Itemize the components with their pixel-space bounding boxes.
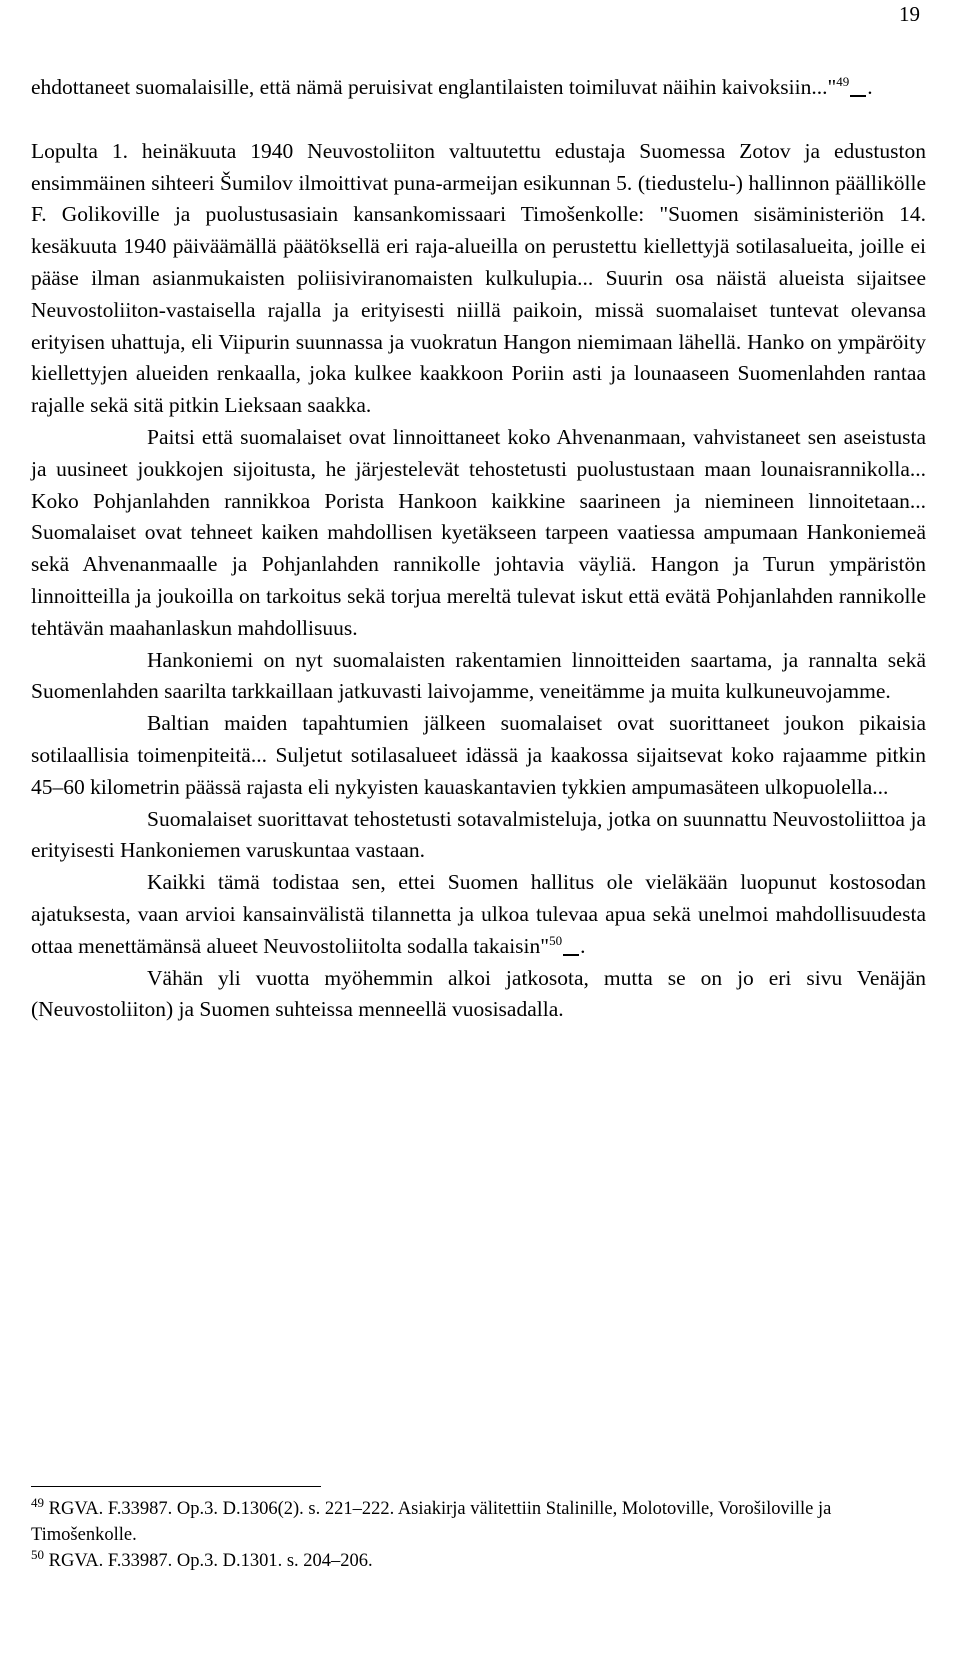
footnote-mark: 50: [31, 1546, 44, 1562]
footnotes: [31, 1496, 926, 1574]
footnote-text: RGVA. F.33987. Op.3. D.1301. s. 204–206.: [48, 1551, 373, 1571]
paragraph: [31, 136, 926, 422]
page-number: 19: [899, 2, 920, 26]
body-text: [31, 72, 926, 1026]
paragraph-tail: .: [580, 933, 586, 958]
paragraph-text: Suomalaiset suorittavat tehostetusti sotavalmisteluja, jotka on suunnattu Neuvostoliittoa ja erityisesti Hankoniemen varuskuntaa vastaan.: [31, 806, 926, 863]
footnote-underline: [563, 954, 579, 956]
paragraph: [31, 804, 926, 868]
paragraph-text: Kaikki tämä todistaa sen, ettei Suomen hallitus ole vieläkään luopunut kostosodan ajatuksesta, vaan arvioi kansainvälistä tilannetta ja ulkoa tulevaa apua sekä unelmoi mahdollisuudesta ottaa menettämänsä alueet Neuvostoliitolta sodalla takaisin": [31, 870, 926, 958]
paragraph-text: Baltian maiden tapahtumien jälkeen suomalaiset ovat suorittaneet joukon pikaisia sotilaallisia toimenpiteitä... Suljetut sotilasalueet idässä ja kaakossa sijaitsevat koko rajaamme pitkin 45–60 kilometrin päässä rajasta eli nykyisten kauaskantavien tykkien ampumasäteen ulkopuolella...: [31, 711, 926, 799]
paragraph: [31, 708, 926, 803]
paragraph-text: Hankoniemi on nyt suomalaisten rakentamien linnoitteiden saartama, ja rannalta sekä Suomenlahden saarilta tarkkaillaan jatkuvasti laivojamme, veneitämme ja muita kulkuneuvojamme.: [31, 647, 926, 704]
paragraph: [31, 645, 926, 709]
paragraph: [31, 422, 926, 645]
paragraph-tail: .: [867, 75, 873, 99]
paragraph: [31, 867, 926, 962]
paragraph: [31, 963, 926, 1027]
paragraph-text: Lopulta 1. heinäkuuta 1940 Neuvostoliiton valtuutettu edustaja Suomessa Zotov ja edustuston ensimmäinen sihteeri Šumilov ilmoittivat puna-armeijan esikunnan 5. (tiedustelu-) hallinnon päällikölle F. Golikoville ja puolustusasiain kansankomissaari Timošenkolle: "Suomen sisäministeriön 14. kesäkuuta 1940 päiväämällä päätöksellä eri raja-alueilla on perustettu kiellettyjä sotilasalueita, joille ei pääse ilman asianmukaisten poliisiviranomaisten kulkulupia... Suurin osa näistä alueista sijaitsee Neuvostoliiton-vastaisella rajalla ja erityisesti niillä paikoin, missä suomalaiset tuntevat olevansa erityisen uhattuja, eli Viipurin suunnassa ja vuokratun Hangon niemimaan lähellä. Hanko on ympäröity kiellettyjen alueiden renkaalla, joka kulkee kaakkoon Poriin asti ja lounaaseen Suomenlahden rantaa rajalle sekä sitä pitkin Lieksaan saakka.: [31, 138, 926, 418]
footnote-separator: [31, 1486, 321, 1487]
footnote-reference[interactable]: 49: [836, 73, 850, 89]
paragraph-text: Paitsi että suomalaiset ovat linnoittaneet koko Ahvenanmaan, vahvistaneet sen aseistusta ja uusineet joukkojen sijoitusta, he järjestelevät tehostetusti puolustustaan maan lounaisrannikolla... Koko Pohjanlahden rannikkoa Porista Hankoon kaikkine saarineen ja niemineen linnoitetaan... Suomalaiset ovat tehneet kaiken mahdollisen kyetäkseen tarpeen vaatiessa ampumaan Hankoniemeä sekä Ahvenanmaalle ja Pohjanlahden rannikolle johtavia väyliä. Hangon ja Turun ympäristön linnoitteilla ja joukoilla on tarkoitus sekä torjua mereltä tulevat iskut että evätä Pohjanlahden rannikolle tehtävän maahanlaskun mahdollisuus.: [31, 424, 926, 640]
footnote-mark: 49: [31, 1494, 44, 1510]
paragraph: [31, 72, 926, 104]
footnote: [31, 1548, 926, 1574]
footnote-reference[interactable]: 50: [549, 932, 563, 948]
footnote-underline: [850, 95, 866, 97]
footnote-text: RGVA. F.33987. Op.3. D.1306(2). s. 221–222. Asiakirja välitettiin Stalinille, Molotoville, Vorošiloville ja Timošenkolle.: [31, 1499, 832, 1545]
paragraph-text: ehdottaneet suomalaisille, että nämä peruisivat englantilaisten toimiluvat näihin kaivoksiin...": [31, 75, 837, 99]
footnote: [31, 1496, 926, 1548]
paragraph-text: Vähän yli vuotta myöhemmin alkoi jatkosota, mutta se on jo eri sivu Venäjän (Neuvostoliiton) ja Suomen suhteissa menneellä vuosisadalla.: [31, 965, 926, 1022]
